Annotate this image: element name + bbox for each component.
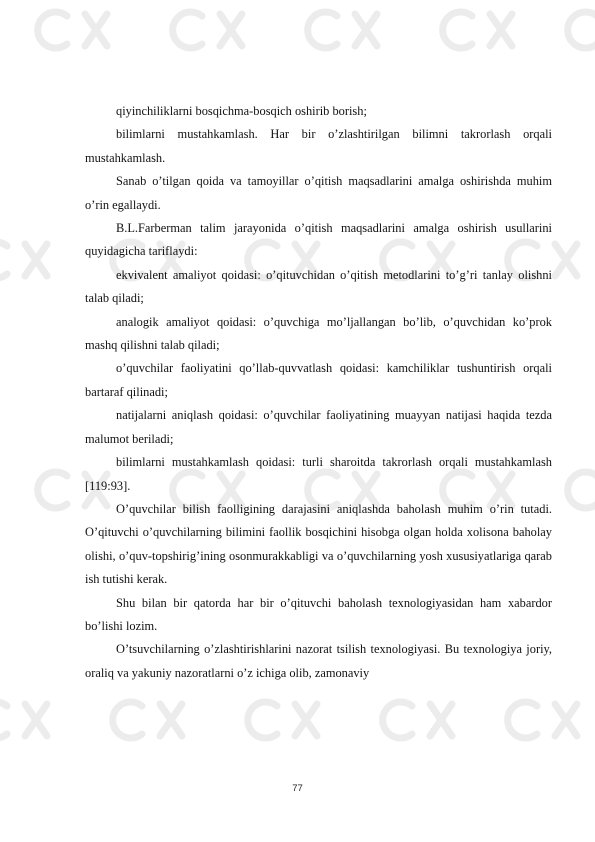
watermark-tile (173, 12, 242, 48)
watermark-tile (443, 12, 512, 48)
paragraph-5: ekvivalent amaliyot qoidasi: o’qituvchidan o’qitish metodlarini to’g’ri tanlay olishni talab qiladi; (85, 267, 552, 306)
watermark-tile (0, 242, 47, 278)
paragraph-8: natijalarni aniqlash qoidasi: o’quvchilar faoliyatining muayyan natijasi haqida tezda malumot beriladi; (85, 408, 552, 446)
watermark-tile (508, 702, 577, 738)
paragraph-7: o’quvchilar faoliyatini qo’llab-quvvatlash qoidasi: kamchiliklar tushuntirish orqali bartaraf qilinadi; (85, 361, 552, 399)
paragraph-6: analogik amaliyot qoidasi: o’quvchiga mo’ljallangan bo’lib, o’quvchidan ko’prok mashq qilishni talab qiladi; (85, 314, 552, 353)
document-body (85, 100, 552, 685)
watermark-tile (568, 472, 595, 508)
page-number: 77 (292, 783, 303, 794)
paragraph-3: Sanab o’tilgan qoida va tamoyillar o’qitish maqsadlarini amalga oshirishda muhim o’rin egallaydi. (85, 174, 552, 212)
watermark-tile (308, 12, 377, 48)
paragraph-11: Shu bilan bir qatorda har bir o’qituvchi baholash texnologiyasidan ham xabardor bo’lishi lozim. (85, 595, 552, 633)
paragraph-9: bilimlarni mustahkamlash qoidasi: turli sharoitda takrorlash orqali mustahkamlash [119:93]. (85, 455, 552, 493)
watermark-tile (38, 12, 107, 48)
paragraph-10: O’quvchilar bilish faolligining darajasini aniqlashda baholash muhim o’rin tutadi. O’qituvchi o’quvchilarning bilimini faollik bosqichini hisobga olgan holda xolisona baholay olishi, o’quv-topshirig’ining osonmurakkabligi va o’quvchilarning yosh xususiyatlariga qarab ish tutishi kerak. (85, 501, 552, 587)
watermark-tile (0, 702, 47, 738)
watermark-tile (383, 702, 452, 738)
paragraph-1: qiyinchiliklarni bosqichma-bosqich oshirib borish; (116, 104, 367, 118)
paragraph-12: O’tsuvchilarning o’zlashtirishlarini nazorat tsilish texnologiyasi. Bu texnologiya joriy, oraliq va yakuniy nazoratlarni o’z ichiga olib, zamonaviy (85, 642, 552, 680)
watermark-tile (248, 702, 317, 738)
paragraph-4: B.L.Farberman talim jarayonida o’qitish maqsadlarini amalga oshirish usullarini quyidagicha tariflaydi: (85, 221, 552, 259)
watermark-tile (568, 12, 595, 48)
paragraph-2: bilimlarni mustahkamlash. Har bir o’zlashtirilgan bilimni takrorlash orqali mustahkamlash. (85, 127, 552, 165)
watermark-tile (113, 702, 182, 738)
